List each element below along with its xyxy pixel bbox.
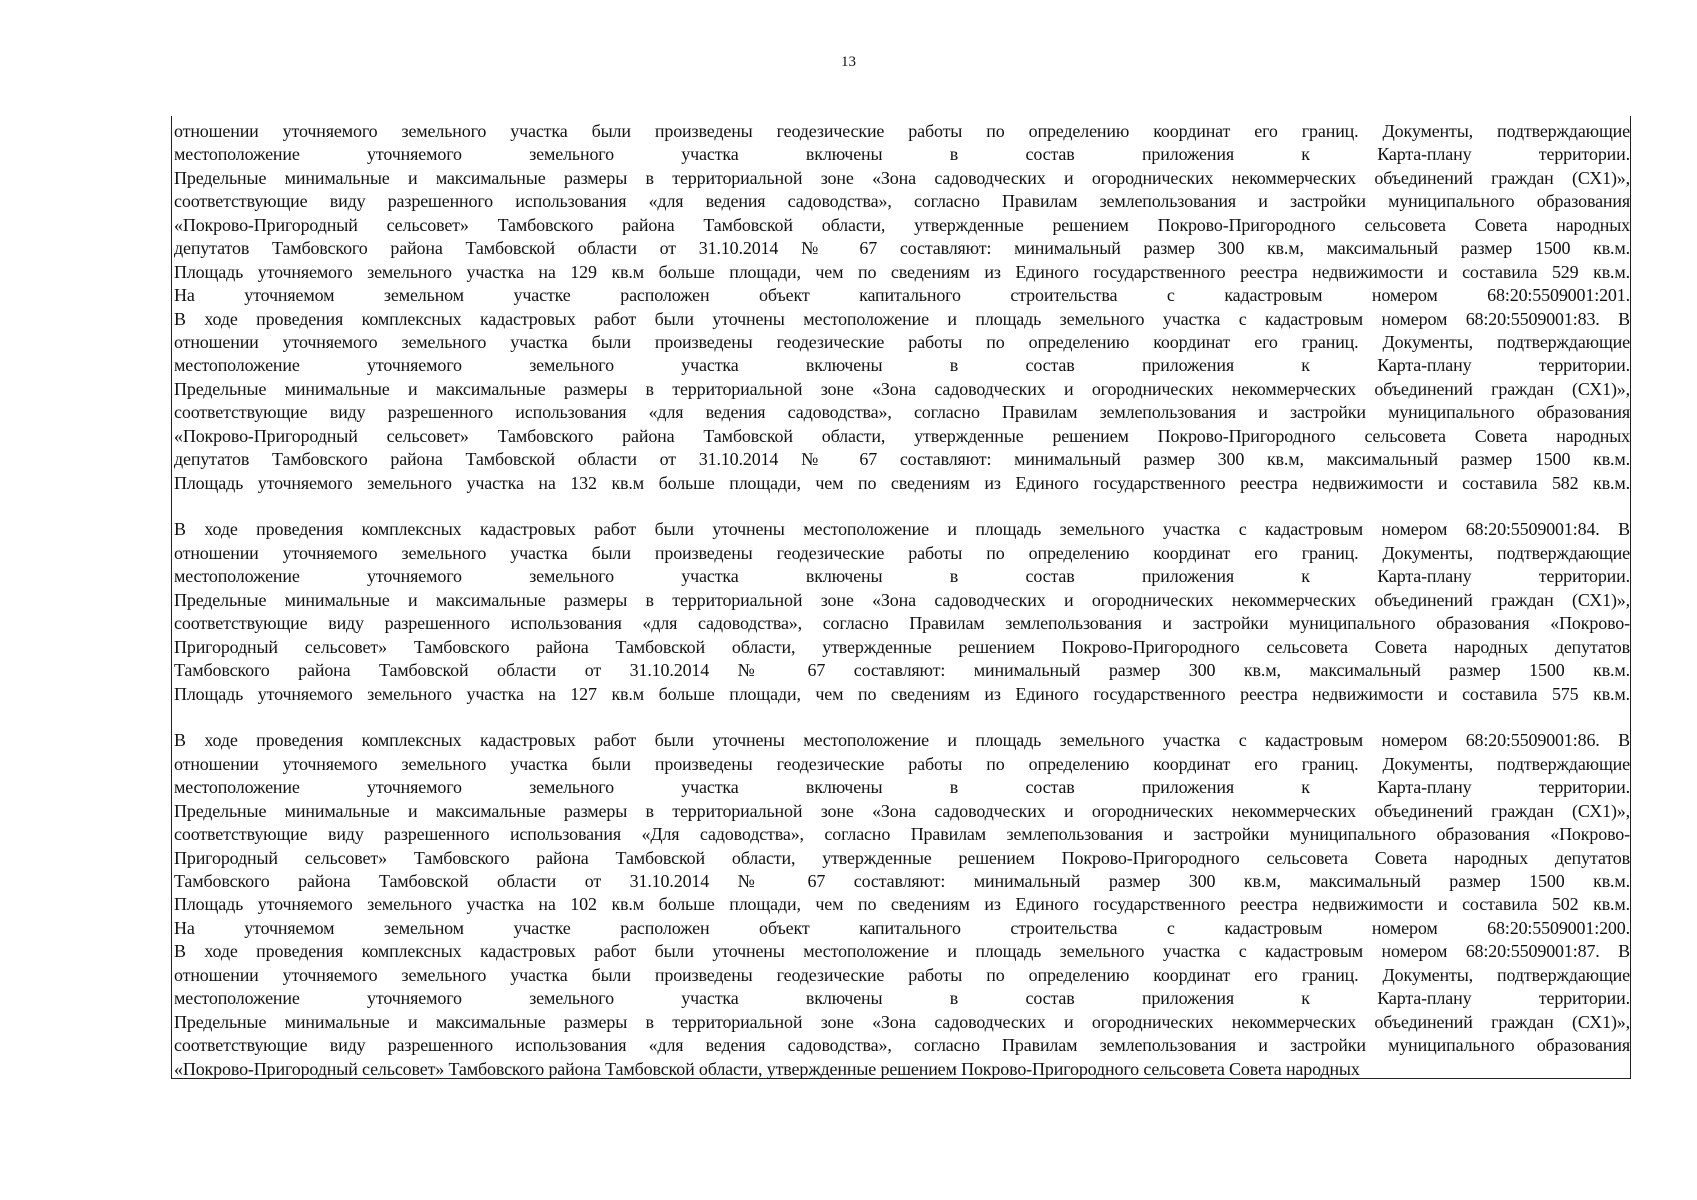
text-line: соответствующие виду разрешенного использования «для ведения садоводства», согласно Правилам землепользования и застройки муниципального образования bbox=[174, 402, 1630, 423]
text-line: В ходе проведения комплексных кадастровых работ были уточнены местоположение и площадь земельного участка с кадастровым номером 68:20:5509001:86. В bbox=[174, 730, 1630, 751]
text-line: отношении уточняемого земельного участка были произведены геодезические работы по определению координат его границ. Документы, подтверждающие bbox=[174, 331, 1630, 352]
text-line: отношении уточняемого земельного участка были произведены геодезические работы по определению координат его границ. Документы, подтверждающие bbox=[174, 753, 1630, 774]
text-line: «Покрово-Пригородный сельсовет» Тамбовского района Тамбовской области, утвержденные решением Покрово-Пригородного сельсовета Совета народных bbox=[174, 425, 1630, 446]
text-line: Предельные минимальные и максимальные размеры в территориальной зоне «Зона садоводческих и огороднических некоммерческих объединений граждан (СХ1)», bbox=[174, 378, 1630, 399]
text-line: соответствующие виду разрешенного использования «для садоводства», согласно Правилам землепользования и застройки муниципального образования «Покрово- bbox=[174, 613, 1630, 634]
text-line: Тамбовского района Тамбовской области от 31.10.2014 № 67 составляют: минимальный размер 300 кв.м, максимальный размер 1500 кв.м. bbox=[174, 871, 1630, 891]
text-line: Предельные минимальные и максимальные размеры в территориальной зоне «Зона садоводческих и огороднических некоммерческих объединений граждан (СХ1)», bbox=[174, 1011, 1630, 1032]
text-line: депутатов Тамбовского района Тамбовской области от 31.10.2014 № 67 составляют: минимальный размер 300 кв.м, максимальный размер 1500 кв.м. bbox=[174, 238, 1630, 259]
text-line: отношении уточняемого земельного участка были произведены геодезические работы по определению координат его границ. Документы, подтверждающие bbox=[174, 542, 1630, 563]
text-line: отношении уточняемого земельного участка были произведены геодезические работы по определению координат его границ. Документы, подтверждающие bbox=[174, 121, 1630, 141]
text-line: «Покрово-Пригородный сельсовет» Тамбовского района Тамбовской области, утвержденные решением Покрово-Пригородного сельсовета Совета народных bbox=[174, 1058, 1360, 1079]
text-line: местоположение уточняемого земельного участка включены в состав приложения к Карта-плану территории. bbox=[174, 777, 1630, 798]
text-line: На уточняемом земельном участке расположен объект капитального строительства с кадастровым номером 68:20:5509001:201. bbox=[174, 285, 1630, 306]
text-line: соответствующие виду разрешенного использования «для ведения садоводства», согласно Правилам землепользования и застройки муниципального образования bbox=[174, 1035, 1630, 1056]
paragraph-gap bbox=[174, 495, 1630, 518]
text-line: В ходе проведения комплексных кадастровых работ были уточнены местоположение и площадь земельного участка с кадастровым номером 68:20:5509001:84. В bbox=[174, 519, 1630, 540]
text-line: Предельные минимальные и максимальные размеры в территориальной зоне «Зона садоводческих и огороднических некоммерческих объединений граждан (СХ1)», bbox=[174, 589, 1630, 610]
text-line: «Покрово-Пригородный сельсовет» Тамбовского района Тамбовской области, утвержденные решением Покрово-Пригородного сельсовета Совета народных bbox=[174, 214, 1630, 235]
text-line: Предельные минимальные и максимальные размеры в территориальной зоне «Зона садоводческих и огороднических некоммерческих объединений граждан (СХ1)», bbox=[174, 800, 1630, 821]
text-line: Пригородный сельсовет» Тамбовского района Тамбовской области, утвержденные решением Покрово-Пригородного сельсовета Совета народных депутатов bbox=[174, 847, 1630, 868]
text-line: Тамбовского района Тамбовской области от 31.10.2014 № 67 составляют: минимальный размер 300 кв.м, максимальный размер 1500 кв.м. bbox=[174, 660, 1630, 681]
paragraph-gap bbox=[174, 706, 1630, 729]
text-line: Площадь уточняемого земельного участка на 102 кв.м больше площади, чем по сведениям из Единого государственного реестра недвижимости и составила 502 кв.м. bbox=[174, 894, 1630, 915]
text-line: местоположение уточняемого земельного участка включены в состав приложения к Карта-плану территории. bbox=[174, 355, 1630, 376]
text-line: В ходе проведения комплексных кадастровых работ были уточнены местоположение и площадь земельного участка с кадастровым номером 68:20:5509001:87. В bbox=[174, 941, 1630, 962]
text-line: Предельные минимальные и максимальные размеры в территориальной зоне «Зона садоводческих и огороднических некоммерческих объединений граждан (СХ1)», bbox=[174, 167, 1630, 188]
text-line: местоположение уточняемого земельного участка включены в состав приложения к Карта-плану территории. bbox=[174, 988, 1630, 1009]
text-line: Площадь уточняемого земельного участка на 129 кв.м больше площади, чем по сведениям из Единого государственного реестра недвижимости и составила 529 кв.м. bbox=[174, 261, 1630, 282]
text-line: Пригородный сельсовет» Тамбовского района Тамбовской области, утвержденные решением Покрово-Пригородного сельсовета Совета народных депутатов bbox=[174, 636, 1630, 657]
document-body bbox=[174, 120, 1630, 1081]
text-line: В ходе проведения комплексных кадастровых работ были уточнены местоположение и площадь земельного участка с кадастровым номером 68:20:5509001:83. В bbox=[174, 308, 1630, 329]
text-line: Площадь уточняемого земельного участка на 127 кв.м больше площади, чем по сведениям из Единого государственного реестра недвижимости и составила 575 кв.м. bbox=[174, 683, 1630, 704]
text-line: соответствующие виду разрешенного использования «Для садоводства», согласно Правилам землепользования и застройки муниципального образования «Покрово- bbox=[174, 824, 1630, 845]
text-line: соответствующие виду разрешенного использования «для ведения садоводства», согласно Правилам землепользования и застройки муниципального образования bbox=[174, 191, 1630, 212]
text-line: Площадь уточняемого земельного участка на 132 кв.м больше площади, чем по сведениям из Единого государственного реестра недвижимости и составила 582 кв.м. bbox=[174, 472, 1630, 493]
text-line: отношении уточняемого земельного участка были произведены геодезические работы по определению координат его границ. Документы, подтверждающие bbox=[174, 964, 1630, 985]
page-number: 13 bbox=[841, 54, 856, 70]
text-line: местоположение уточняемого земельного участка включены в состав приложения к Карта-плану территории. bbox=[174, 566, 1630, 587]
text-line: местоположение уточняемого земельного участка включены в состав приложения к Карта-плану территории. bbox=[174, 144, 1630, 165]
text-line: На уточняемом земельном участке расположен объект капитального строительства с кадастровым номером 68:20:5509001:200. bbox=[174, 917, 1630, 938]
text-line: депутатов Тамбовского района Тамбовской области от 31.10.2014 № 67 составляют: минимальный размер 300 кв.м, максимальный размер 1500 кв.м. bbox=[174, 449, 1630, 470]
